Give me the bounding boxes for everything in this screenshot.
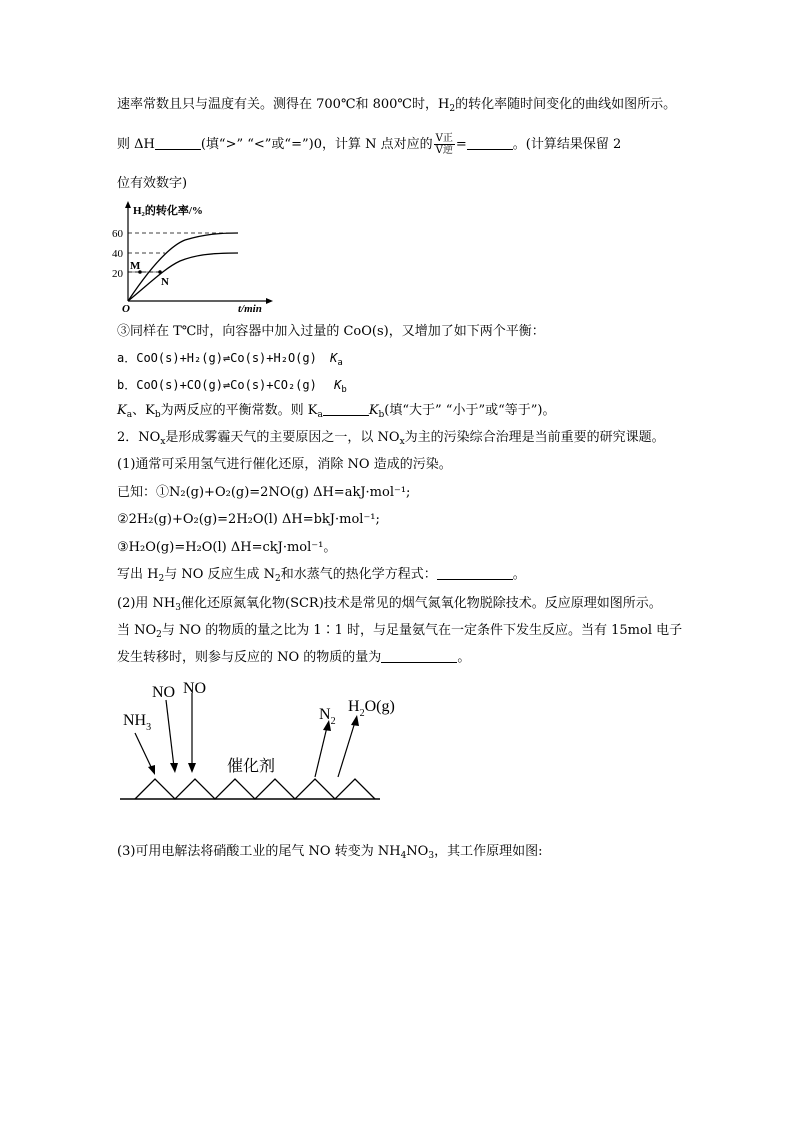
text-line-15 <box>117 621 682 641</box>
text-line-3 <box>117 174 187 194</box>
answer-blank-no-amount <box>381 648 457 663</box>
n2-sub: 2 <box>330 716 336 727</box>
sub-l1: 2 <box>449 104 456 114</box>
sub-3: 3 <box>175 603 181 613</box>
k-symbol: K <box>334 378 342 392</box>
h2o-arrowhead <box>351 715 359 726</box>
text-line-14 <box>117 594 662 614</box>
h2o-text-b: O(g) <box>364 698 395 715</box>
y-tick-20: 20 <box>112 268 123 280</box>
text-l4: ③同样在 T℃时，向容器中加入过量的 CoO(s)，又增加了如下两个平衡： <box>117 324 545 339</box>
nh3-arrowhead <box>148 765 155 775</box>
text-l6: b．CoO(s)+CO(g)⇌Co(s)+CO₂(g) <box>117 378 317 392</box>
sub-3: 3 <box>428 851 435 861</box>
h2o-sub: 2 <box>359 708 365 719</box>
frac-den: V逆 <box>435 145 453 156</box>
no1-arrowhead <box>170 763 178 773</box>
scr-diagram <box>115 675 395 805</box>
text-line-17 <box>117 842 542 862</box>
text-l17b: NO <box>406 844 429 859</box>
no2-arrowhead <box>188 763 196 773</box>
y-axis-arrow <box>125 201 131 208</box>
sub-2: 2 <box>158 574 165 584</box>
k-symbol: K <box>117 403 127 418</box>
text-line-6 <box>117 375 347 395</box>
sub-2: 2 <box>156 630 162 640</box>
sub-x: x <box>160 437 166 447</box>
text-l15a: 当 NO <box>117 623 157 638</box>
text-l14a: (2)用 NH <box>117 596 176 611</box>
text-l1-end: 的转化率随时间变化的曲线如图所示。 <box>455 97 677 112</box>
k-symbol: K <box>368 403 379 418</box>
text-l2c: = <box>455 137 467 152</box>
k-sub: b <box>378 410 385 420</box>
catalyst-surface <box>135 779 375 799</box>
h2o-text-a: H <box>348 698 360 715</box>
text-l11: ②2H₂(g)+O₂(g)=2H₂O(l) ΔH=bkJ·mol⁻¹; <box>117 512 380 527</box>
text-l12: ③H₂O(g)=H₂O(l) ΔH=ckJ·mol⁻¹。 <box>117 540 337 555</box>
catalyst-label: 催化剂 <box>227 758 276 775</box>
k-sub-a: a <box>337 358 343 368</box>
text-l16a: 发生转移时，则参与反应的 NO 的物质的量为 <box>117 650 382 665</box>
text-line-13 <box>117 565 526 585</box>
text-line-8 <box>117 428 665 448</box>
text-l1: 速率常数且只与温度有关。测得在 700℃和 800℃时，H <box>117 97 450 112</box>
text-line-2 <box>117 133 621 156</box>
k-sub: a <box>317 410 323 420</box>
text-l7b: 、K <box>132 403 155 418</box>
no-label-1: NO <box>152 684 176 701</box>
text-l13b: 与 NO 反应生成 N <box>164 567 276 582</box>
text-line-12 <box>117 538 336 558</box>
answer-blank-k <box>323 401 369 416</box>
text-l9: (1)通常可采用氢气进行催化还原，消除 NO 造成的污染。 <box>117 457 452 472</box>
no1-arrow <box>166 700 174 767</box>
text-l3: 位有效数字) <box>117 176 188 191</box>
x-axis-label: t/min <box>238 303 262 315</box>
text-l16b: 。 <box>457 650 471 665</box>
text-l14b: 催化还原氮氧化物(SCR)技术是常见的烟气氮氧化物脱除技术。反应原理如图所示。 <box>181 596 662 611</box>
k-sub: a <box>126 410 133 420</box>
text-l8c: 为主的污染综合治理是当前重要的研究课题。 <box>404 430 665 445</box>
text-l10: 已知：①N₂(g)+O₂(g)=2NO(g) ΔH=akJ·mol⁻¹; <box>117 485 411 500</box>
text-l2d: 。(计算结果保留 2 <box>512 137 622 152</box>
y-tick-60: 60 <box>112 228 123 240</box>
text-line-16 <box>117 648 470 668</box>
text-l15b: 与 NO 的物质的量之比为 1∶1 时，与足量氨气在一定条件下发生反应。当有 15mol 电子 <box>161 623 683 638</box>
text-l2a: 则 ΔH <box>117 137 155 152</box>
y-axis-label: H₂的转化率/% <box>133 205 203 217</box>
point-n-label: N <box>161 276 169 288</box>
origin-label: O <box>122 303 130 315</box>
h2o-arrow <box>338 722 355 777</box>
text-line-9 <box>117 455 452 475</box>
n2-arrow <box>315 727 327 777</box>
text-l17a: (3)可用电解法将硝酸工业的尾气 NO 转变为 NH <box>117 844 401 859</box>
y-tick-40: 40 <box>112 248 123 260</box>
k-sub-b: b <box>341 385 347 395</box>
sub-4: 4 <box>400 851 407 861</box>
nh3-sub: 3 <box>146 722 152 733</box>
text-l13c: 和水蒸气的热化学方程式： <box>280 567 437 582</box>
nh3-arrow <box>135 733 153 771</box>
point-m-label: M <box>130 260 141 272</box>
n2-text: N <box>319 706 331 723</box>
text-l13a: 写出 H <box>117 567 159 582</box>
text-l2b: (填“>” “<”或“=”)0，计算 N 点对应的 <box>200 137 433 152</box>
text-l7e: (填“大于” “小于”或“等于”)。 <box>384 403 556 418</box>
text-l7c: 为两反应的平衡常数。则 K <box>160 403 318 418</box>
text-line-7 <box>117 401 555 421</box>
k-symbol: K <box>330 351 338 365</box>
curve-800 <box>128 233 238 301</box>
no-label-2: NO <box>183 680 207 697</box>
text-l8a: 2．NO <box>117 430 161 445</box>
text-line-10 <box>117 483 410 503</box>
conversion-chart <box>110 198 280 318</box>
frac-num: V正 <box>435 133 453 144</box>
point-n-dot <box>158 270 162 274</box>
text-line-11 <box>117 510 380 530</box>
k-sub: b <box>154 410 161 420</box>
text-line-5 <box>117 348 343 368</box>
text-line-4 <box>117 322 545 342</box>
text-l8b: 是形成雾霾天气的主要原因之一，以 NO <box>165 430 400 445</box>
answer-blank-dh <box>155 135 201 150</box>
answer-blank-ratio <box>467 135 513 150</box>
answer-blank-equation <box>437 565 513 580</box>
h2o-label <box>348 698 395 719</box>
text-l5: a．CoO(s)+H₂(g)⇌Co(s)+H₂O(g) <box>117 351 317 365</box>
text-line-1 <box>117 95 676 115</box>
fraction-v <box>434 133 455 156</box>
nh3-text: NH <box>123 712 147 729</box>
x-axis-arrow <box>266 298 273 304</box>
sub-x: x <box>399 437 405 447</box>
nh3-label <box>123 712 151 733</box>
text-l13d: 。 <box>512 567 526 582</box>
text-l17c: ，其工作原理如图: <box>434 844 543 859</box>
sub-2: 2 <box>275 574 281 584</box>
